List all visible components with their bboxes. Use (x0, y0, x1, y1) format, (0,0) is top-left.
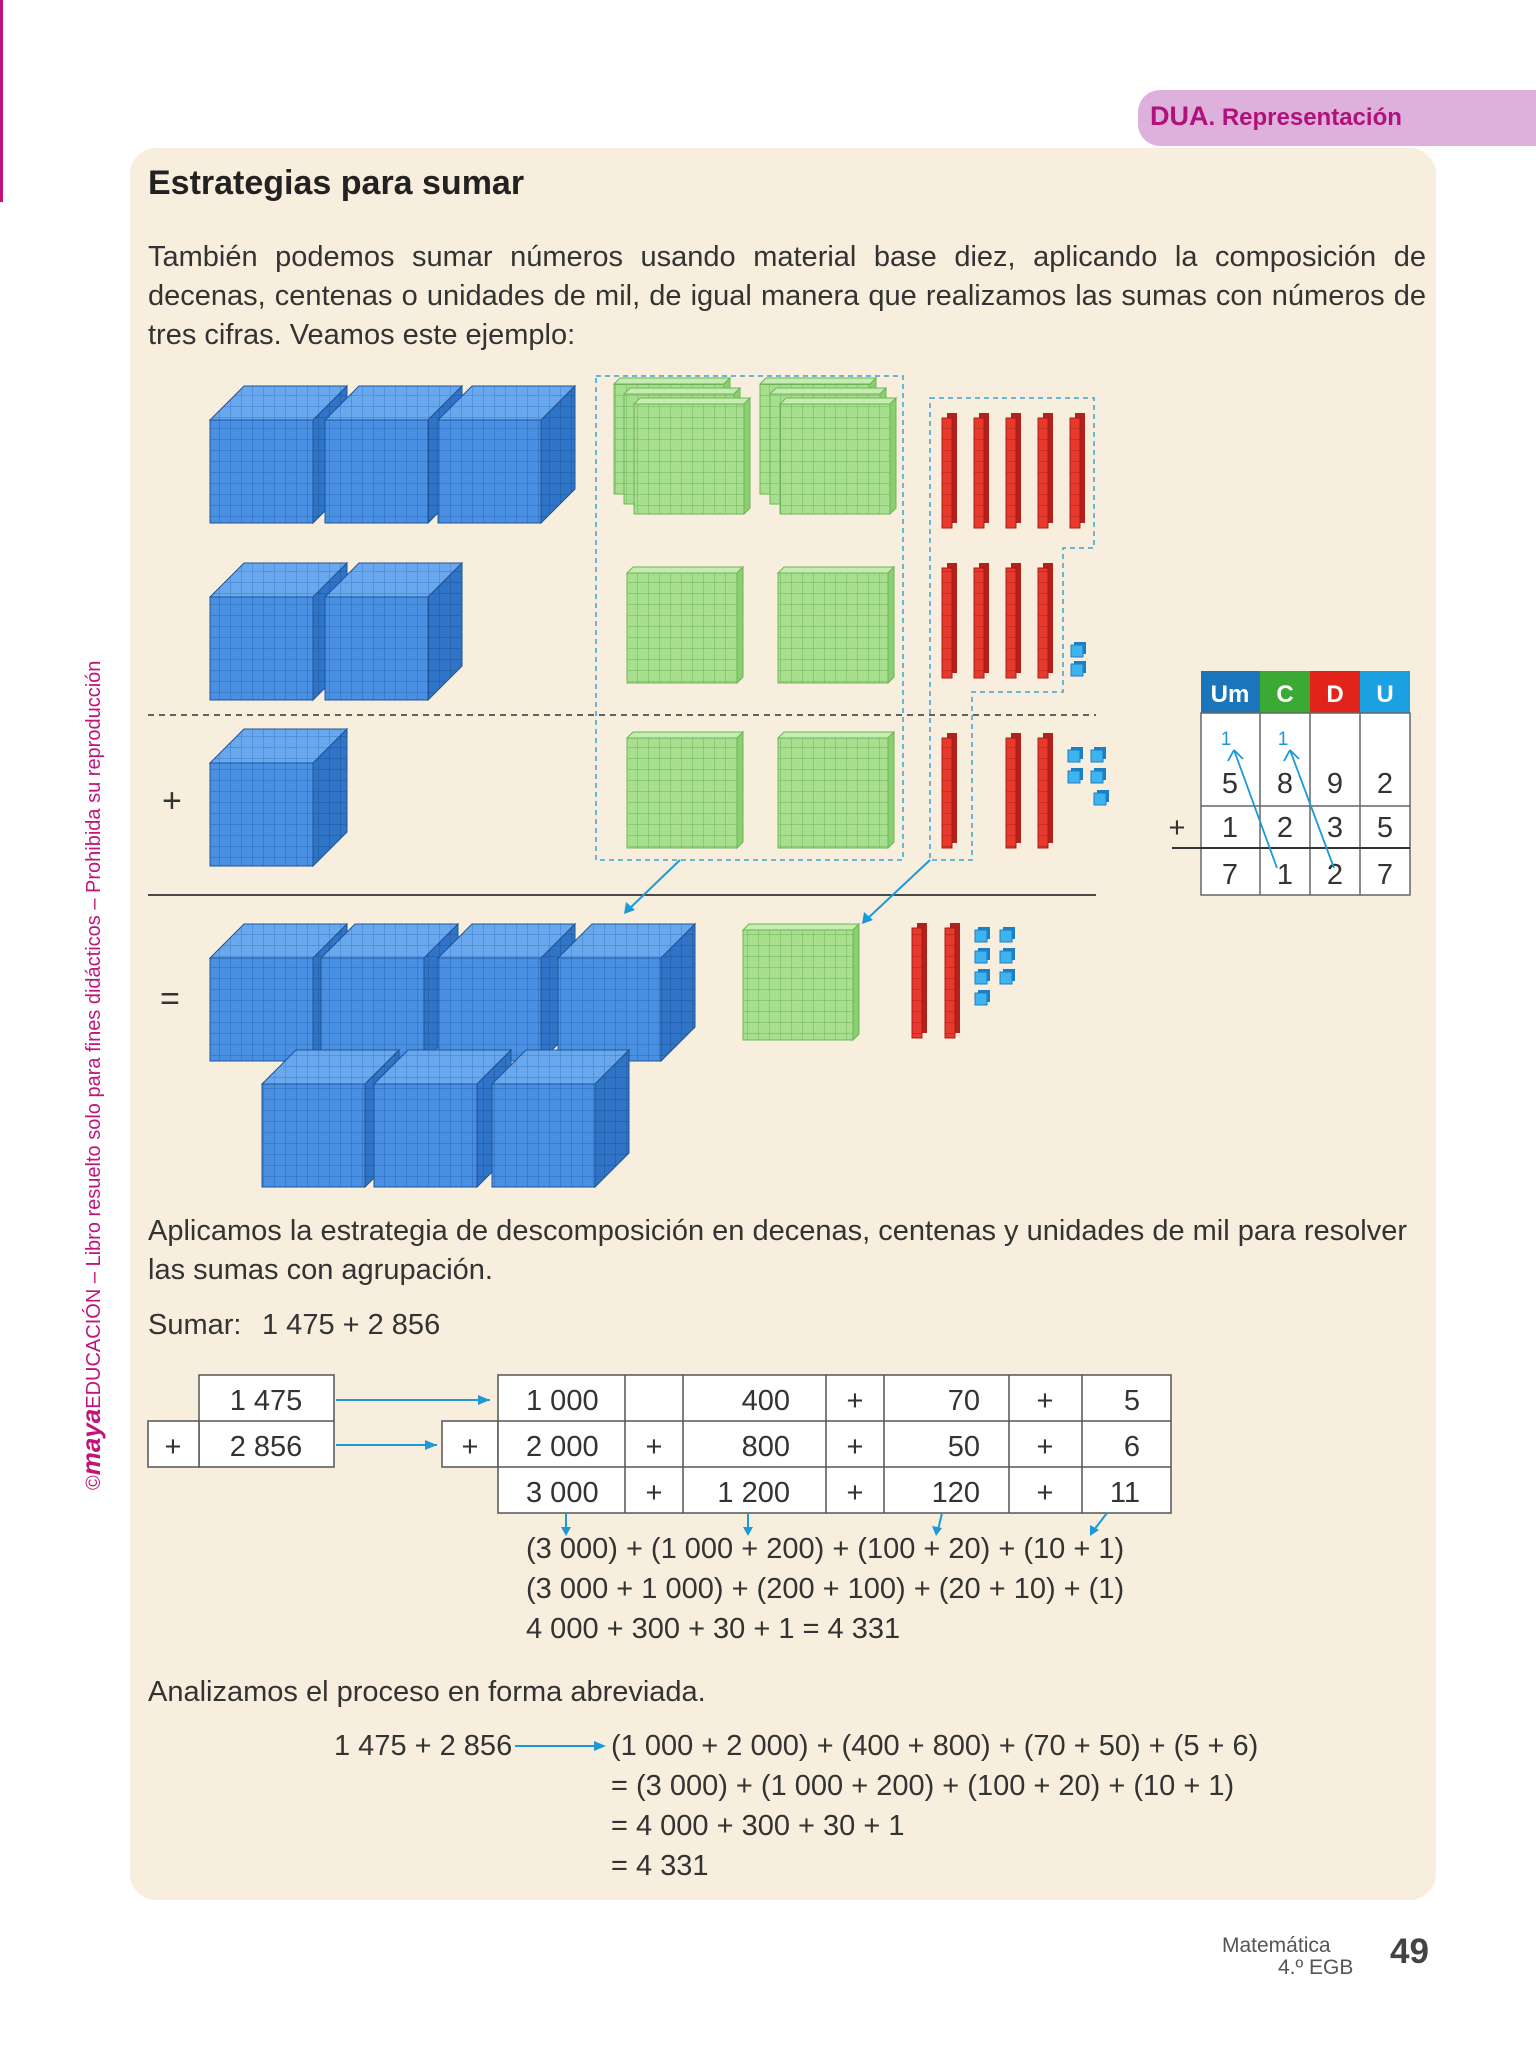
abbrev-line-3: = 4 000 + 300 + 30 + 1 (611, 1810, 905, 1842)
pv-r2-um: 1 (1221, 812, 1239, 844)
decomp-cell-r2-c7: 6 (1123, 1431, 1140, 1463)
decomp-cell-r1-c3: 400 (741, 1385, 790, 1417)
decomp-cell-r3-c1: 3 000 (526, 1477, 599, 1509)
hundred-flat (627, 567, 743, 573)
decomp-cell-r2-c1: 2 000 (526, 1431, 599, 1463)
decomp-cell-r2-c2: + (645, 1431, 663, 1463)
decomp-cell-r2-c5: 50 (947, 1431, 980, 1463)
decomp-cell-r2-c4: + (846, 1431, 864, 1463)
pv-res-u: 7 (1376, 859, 1394, 891)
abbreviated-text: Analizamos el proceso en forma abreviada. (148, 1676, 706, 1708)
sum-line-3: 4 000 + 300 + 30 + 1 = 4 331 (526, 1613, 901, 1645)
pv-res-d: 2 (1326, 859, 1344, 891)
decomp-cell-r1-c7: 5 (1123, 1385, 1140, 1417)
regroup-arrow-hundreds (628, 860, 680, 910)
pv-r2-d: 3 (1326, 812, 1344, 844)
right-plus: + (461, 1431, 479, 1463)
decomp-cell-r3-c7: 11 (1109, 1477, 1140, 1509)
footer-subject: Matemática (1222, 1934, 1331, 1957)
pv-header-c-text: C (1276, 681, 1294, 708)
pv-r1-c: 8 (1276, 768, 1294, 800)
base-ten-illustration (210, 378, 1109, 1187)
pv-r1-d: 9 (1326, 768, 1344, 800)
hundred-flat (614, 378, 730, 384)
place-value-table (1169, 671, 1410, 895)
decomposition-tables (148, 1375, 1171, 1536)
hundred-flat (770, 388, 886, 394)
decomp-cell-r3-c4: + (846, 1477, 864, 1509)
hundred-flat (634, 398, 750, 404)
down-arrow-4 (1094, 1513, 1107, 1530)
side-copyright-text: ©mayaEDUCACIÓN – Libro resuelto solo para fines didácticos – Prohibida su reproducción (76, 660, 106, 1490)
hundred-flat (780, 398, 896, 404)
hundred-flat (624, 388, 740, 394)
hundred-flat (743, 924, 859, 930)
decomp-cell-r3-c3: 1 200 (717, 1477, 790, 1509)
decomp-cell-r1-c1: 1 000 (526, 1385, 599, 1417)
abbrev-line-1: (1 000 + 2 000) + (400 + 800) + (70 + 50) + (5 + 6) (611, 1730, 1259, 1762)
decomp-cell-r1-c5: 70 (947, 1385, 980, 1417)
decomp-cell-r1-c6: + (1036, 1385, 1054, 1417)
decomp-cell-r2-c3: 800 (741, 1431, 790, 1463)
decomp-cell-r1-c4: + (846, 1385, 864, 1417)
pv-res-um: 7 (1221, 859, 1239, 891)
pv-header-d-text: D (1326, 681, 1344, 708)
sumar-label: Sumar: (148, 1309, 242, 1341)
abbrev-line-4: = 4 331 (611, 1850, 709, 1882)
pv-r1-um: 5 (1221, 768, 1239, 800)
hundred-flat (778, 732, 894, 738)
pv-carry-1: 1 (1220, 729, 1232, 750)
left-num-2: 2 856 (229, 1431, 303, 1463)
decomp-cell-r3-c2: + (645, 1477, 663, 1509)
page-number: 49 (1390, 1932, 1429, 1971)
pv-header-um-text: Um (1210, 681, 1250, 708)
hundred-flat (627, 732, 743, 738)
intro-paragraph: También podemos sumar números usando material base diez, aplicando la composición de decenas, centenas o unidades de mil, de igual manera que realizamos las sumas con números de tres cifras. Veamos este ejemplo: (148, 241, 1426, 351)
pv-sign: + (1168, 812, 1186, 844)
hundred-flat (760, 378, 876, 384)
equals-sign-blocks: = (160, 980, 180, 1018)
pv-r2-c: 2 (1276, 812, 1294, 844)
left-plus: + (164, 1431, 182, 1463)
pv-r2-u: 5 (1376, 812, 1394, 844)
pv-header-u-text: U (1376, 681, 1394, 708)
pv-r1-u: 2 (1376, 768, 1394, 800)
abbrev-line-2: = (3 000) + (1 000 + 200) + (100 + 20) + (10 + 1) (611, 1770, 1235, 1802)
pv-res-c: 1 (1276, 859, 1294, 891)
sum-line-1: (3 000) + (1 000 + 200) + (100 + 20) + (10 + 1) (526, 1533, 1125, 1565)
decomp-cell-r2-c6: + (1036, 1431, 1054, 1463)
section-title: Estrategias para sumar (148, 164, 525, 202)
plus-sign-blocks: + (162, 782, 182, 820)
regroup-arrow-tens (866, 860, 930, 920)
footer-grade: 4.º EGB (1278, 1956, 1354, 1979)
hundred-flat (778, 567, 894, 573)
strategy-paragraph: Aplicamos la estrategia de descomposición en decenas, centenas y unidades de mil para resolver las sumas con agrupación. (148, 1215, 1407, 1286)
decomp-cell-r3-c5: 120 (931, 1477, 980, 1509)
abbreviated-start: 1 475 + 2 856 (334, 1730, 513, 1762)
dua-strong: DUA (1150, 101, 1209, 131)
decomp-cell-r3-c6: + (1036, 1477, 1054, 1509)
sumar-expression: 1 475 + 2 856 (262, 1309, 441, 1341)
pv-carry-2: 1 (1277, 729, 1289, 750)
sum-line-2: (3 000 + 1 000) + (200 + 100) + (20 + 10) + (1) (526, 1573, 1125, 1605)
dua-sub: . Representación (1208, 104, 1402, 131)
maya-logo: maya (76, 1408, 106, 1476)
left-num-1: 1 475 (229, 1385, 303, 1417)
